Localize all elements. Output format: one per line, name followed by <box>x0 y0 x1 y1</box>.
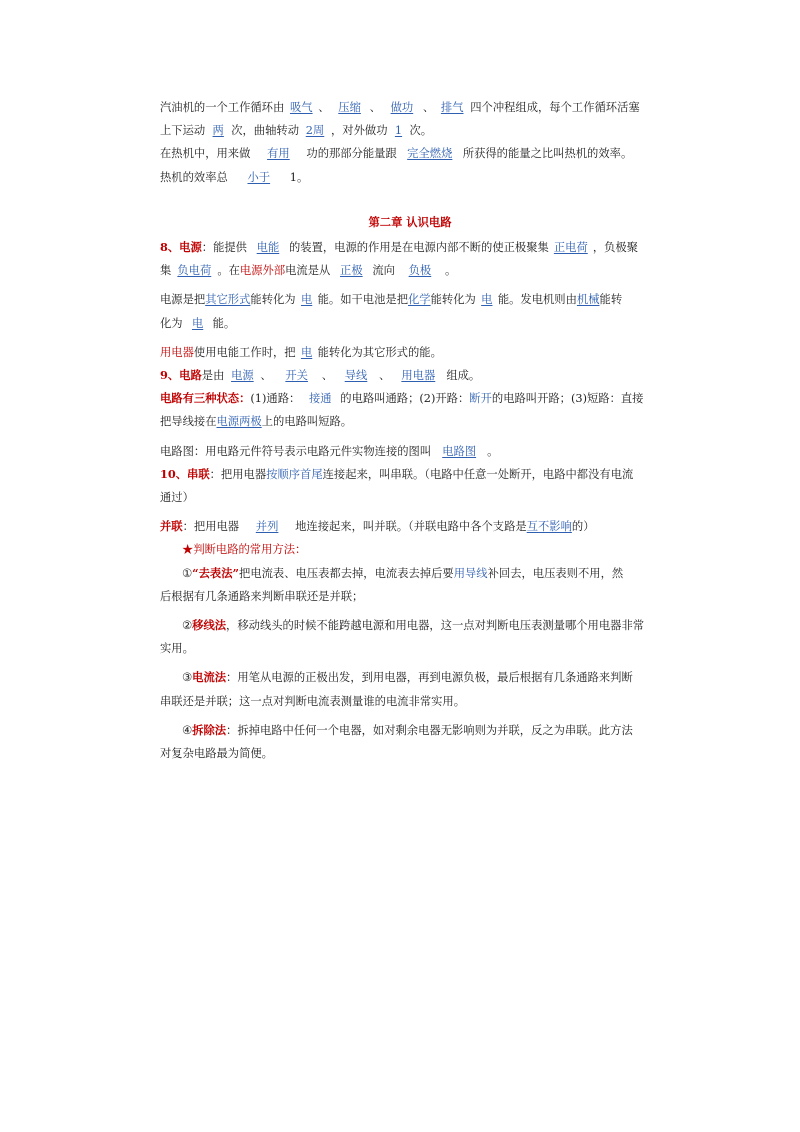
section-label: 9、电路 <box>160 368 202 383</box>
highlight-text: 用电器 <box>160 345 194 359</box>
method-1-line-2 <box>160 585 660 608</box>
method-label: 拆除法 <box>192 722 227 737</box>
text: 电流是从 <box>285 264 331 278</box>
parallel-line <box>160 515 660 538</box>
text: 、 <box>369 101 381 114</box>
answer-blank: 导线 <box>344 369 368 383</box>
series-line-2 <box>160 486 660 509</box>
text: 电源是把 <box>160 293 206 307</box>
answer-blank: 正电荷 <box>553 241 588 255</box>
method-label: “去表法” <box>192 565 240 580</box>
text: 化为 <box>160 316 183 330</box>
chapter-title-line <box>160 211 660 234</box>
answer-blank: 并列 <box>255 520 279 534</box>
text: 电路图：用电路元件符号表示电路元件实物连接的图叫 <box>160 444 432 458</box>
circuit-components-line <box>160 364 660 387</box>
text: 所获得的能量之比叫热机的效率。 <box>462 147 633 161</box>
method-2-line-2 <box>160 637 660 660</box>
text: 上的电路叫短路。 <box>261 415 353 429</box>
answer-blank: 电 <box>300 293 313 307</box>
answer-blank: 排气 <box>440 101 464 114</box>
text: 能转化为其它形式的能。 <box>317 345 442 359</box>
method-4-line <box>160 719 660 742</box>
section-label: 电路有三种状态： <box>160 391 251 406</box>
answer-blank: 电 <box>300 345 313 359</box>
text: 。 <box>444 264 457 278</box>
engine-piston-line <box>160 119 660 142</box>
circuit-states-line <box>160 387 660 410</box>
text: 使用电能工作时，把 <box>193 345 296 359</box>
text: ，负极聚 <box>592 241 639 255</box>
method-4-line-2 <box>160 742 660 765</box>
text: 、 <box>321 369 333 383</box>
answer-blank: 电 <box>481 293 493 307</box>
answer-blank: 电路图 <box>442 444 477 458</box>
answer-blank: 断开 <box>469 392 492 406</box>
method-3-line <box>160 666 660 689</box>
text: 。在 <box>217 264 240 278</box>
text: 能。如干电池是把 <box>317 293 408 307</box>
section-label: 8、电源 <box>160 240 202 255</box>
text: ：把用电器 <box>182 520 240 534</box>
answer-blank: 负电荷 <box>177 264 212 278</box>
method-label: 电流法 <box>192 670 227 685</box>
text: ：用笔从电源的正极出发，到用电器，再到电源负极，最后根据有几条通路来判断 <box>226 671 633 685</box>
method-label: 移线法 <box>192 618 227 633</box>
answer-blank: 互不影响 <box>526 520 572 534</box>
answer-blank: 接通 <box>308 392 332 406</box>
answer-blank: 化学 <box>408 293 431 307</box>
text: 把导线接在 <box>160 415 217 429</box>
answer-blank: 2周 <box>305 124 325 138</box>
method-2-line <box>160 614 660 637</box>
text: 。 <box>487 444 499 458</box>
answer-blank: 电能 <box>256 241 280 255</box>
answer-blank: 按顺序首尾 <box>266 467 323 481</box>
circuit-diagram-line <box>160 440 660 463</box>
text: 、 <box>422 101 435 114</box>
text: 集 <box>160 264 172 278</box>
text: (1)通路： <box>250 392 301 406</box>
text: 次，曲轴转动 <box>231 124 299 138</box>
text: 能。 <box>212 316 236 330</box>
text: 汽油机的一个工作循环由 <box>160 101 285 114</box>
text: 、 <box>318 101 330 114</box>
answer-blank: 做功 <box>390 101 414 114</box>
text: 在热机中，用来做 <box>160 147 251 161</box>
answer-blank: 开关 <box>285 369 308 383</box>
methods-heading <box>160 538 660 561</box>
method-1-line <box>160 562 660 585</box>
text: 连接起来，叫串联。（电路中任意一处断开，电路中都没有电流 <box>322 467 634 481</box>
answer-blank: 吸气 <box>289 101 313 114</box>
text: 能转化为 <box>430 293 476 307</box>
text: 后根据有几条通路来判断串联还是并联； <box>160 589 364 603</box>
document-page <box>160 96 660 765</box>
series-line <box>160 463 660 486</box>
text: 的电路叫开路；(3)短路：直接 <box>491 392 644 406</box>
efficiency-less-line <box>160 166 660 189</box>
text: 是由 <box>201 369 225 383</box>
text: 、 <box>260 369 272 383</box>
method-number: ① <box>182 566 193 580</box>
star-icon: ★ <box>182 543 194 557</box>
text: 组成。 <box>446 369 481 383</box>
short-circuit-line <box>160 410 660 433</box>
text: 能转化为 <box>250 293 296 307</box>
method-number: ② <box>182 619 193 633</box>
text: ，移动线头的时候不能跨越电源和用电器，这一点对判断电压表测量哪个用电器非常 <box>226 619 645 633</box>
text: ：拆掉电路中任何一个电器，如对剩余电器无影响则为并联，反之为串联。此方法 <box>226 723 633 737</box>
text: 通过） <box>160 491 194 505</box>
text: 补回去，电压表则不用，然 <box>487 566 624 580</box>
energy-conversion-line-2 <box>160 312 660 335</box>
efficiency-line <box>160 142 660 165</box>
method-number: ③ <box>182 671 193 685</box>
method-number: ④ <box>182 723 193 737</box>
methods-title: 判断电路的常用方法： <box>193 543 307 557</box>
answer-blank: 负极 <box>408 264 432 278</box>
text: 能。发电机则由 <box>497 293 577 307</box>
answer-blank: 小于 <box>247 170 271 184</box>
answer-blank: 电源 <box>231 369 254 383</box>
section-label: 10、串联 <box>160 466 210 481</box>
text: 1。 <box>289 170 309 184</box>
text: 的） <box>571 520 595 534</box>
answer-blank: 两 <box>212 124 224 138</box>
power-source-line <box>160 236 660 259</box>
text: ：能提供 <box>201 241 247 255</box>
answer-blank: 电 <box>191 316 204 330</box>
text: 上下运动 <box>160 124 206 138</box>
text: 次。 <box>409 124 433 138</box>
text: ，对外做功 <box>331 124 388 138</box>
answer-blank: 正极 <box>340 264 363 278</box>
answer-blank: 有用 <box>267 147 290 161</box>
text: ：把用电器 <box>209 467 267 481</box>
text: 的装置，电源的作用是在电源内部不断的使正极聚集 <box>288 241 549 255</box>
answer-blank: 用导线 <box>453 566 488 580</box>
answer-blank: 其它形式 <box>205 293 251 307</box>
answer-blank: 机械 <box>576 293 600 307</box>
text: 对复杂电路最为简便。 <box>160 747 273 761</box>
chapter-title: 第二章 认识电路 <box>368 214 452 229</box>
text: 、 <box>379 369 391 383</box>
method-3-line-2 <box>160 690 660 713</box>
answer-blank: 压缩 <box>338 101 361 114</box>
answer-blank: 完全燃烧 <box>407 147 453 161</box>
text: 串联还是并联；这一点对判断电流表测量谁的电流非常实用。 <box>160 694 466 708</box>
energy-conversion-line <box>160 288 660 311</box>
text: 四个冲程组成，每个工作循环活塞 <box>470 101 640 114</box>
answer-blank: 1 <box>394 124 403 138</box>
text: 功的那部分能量跟 <box>306 147 397 161</box>
section-label: 并联 <box>160 519 183 534</box>
text: 地连接起来，叫并联。（并联电路中各个支路是 <box>295 520 527 534</box>
engine-stroke-line <box>160 96 660 119</box>
text: 热机的效率总 <box>160 170 228 184</box>
appliance-line <box>160 341 660 364</box>
text: 的电路叫通路；(2)开路： <box>340 392 470 406</box>
text: 实用。 <box>160 642 194 656</box>
current-direction-line <box>160 259 660 282</box>
text: 能转 <box>599 293 623 307</box>
answer-blank: 电源两极 <box>216 415 262 429</box>
answer-blank: 用电器 <box>401 369 436 383</box>
text: 把电流表、电压表都去掉，电流表去掉后要 <box>239 566 454 580</box>
text: 流向 <box>372 264 395 278</box>
highlight-text: 电源外部 <box>239 264 286 278</box>
